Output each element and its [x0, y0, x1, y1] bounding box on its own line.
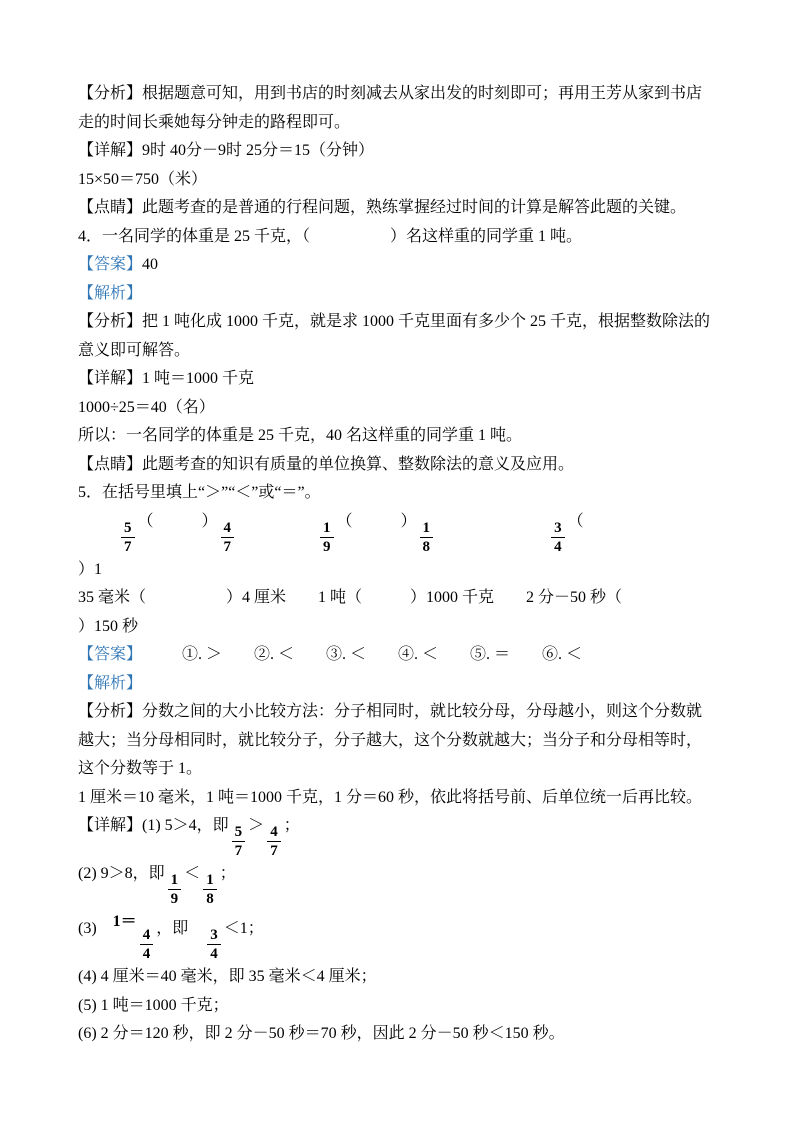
text-run: 40 [142, 256, 159, 273]
fraction [551, 519, 565, 556]
text-run: (6) 2 分＝120 秒，即 2 分－50 秒＝70 秒，因此 2 分－50 秒＜150 秒。 [78, 1025, 565, 1042]
text-run: 15×50＝750（米） [78, 170, 208, 188]
fraction-numerator: 4 [142, 927, 151, 943]
q4-detail-2 [78, 394, 714, 423]
q5-units-row [78, 584, 714, 613]
fraction-numerator: 4 [223, 519, 232, 536]
fraction-denominator: 8 [203, 889, 217, 908]
q4-analysis [78, 308, 714, 365]
text-run: ＜1； [223, 920, 264, 937]
fraction [207, 926, 221, 963]
fraction [121, 519, 135, 556]
text-run [237, 513, 317, 530]
fraction [168, 871, 182, 908]
text-run: 1 厘米＝10 毫米，1 吨＝1000 千克，1 分＝60 秒，依此将括号前、后单位统一后再比较。 [78, 788, 703, 806]
q5-detail-1 [78, 812, 714, 860]
text-run: (5) 1 吨＝1000 千克； [78, 996, 229, 1014]
q3-analysis [78, 80, 714, 137]
fraction-numerator: 1 [206, 872, 214, 888]
text-run: ； [283, 817, 300, 834]
text-run: 【详解】1 吨＝1000 千克 [78, 370, 255, 387]
fraction [221, 519, 235, 556]
q4-question [78, 223, 714, 252]
fraction-numerator: 1 [323, 519, 331, 536]
fraction [320, 519, 334, 556]
fraction-denominator: 7 [221, 537, 235, 556]
q5-detail-2 [78, 860, 714, 908]
text-run: ，即 [156, 920, 205, 937]
fraction-denominator: 7 [267, 841, 281, 860]
fraction [140, 926, 154, 963]
text-run: 【分析】分数之间的大小比较方法：分子相同时，就比较分母，分母越小，则这个分数就越大；当分母相同时，就比较分子，分子越大，这个分数就越大；当分子和分母相等时，这个分数等于 1。 [78, 703, 703, 777]
fraction-numerator: 3 [554, 519, 562, 536]
section-label: 【解析】 [78, 284, 143, 302]
q4-detail-3 [78, 422, 714, 451]
text-run: ； [219, 865, 236, 882]
q5-analysis-1 [78, 698, 714, 784]
q5-detail-3 [78, 908, 714, 963]
section-label: 【答案】 [78, 646, 135, 663]
text-run: （ [567, 512, 584, 530]
fraction-numerator: 1 [170, 872, 179, 888]
fraction-numerator: 3 [210, 927, 218, 943]
q3-detail-1 [78, 137, 714, 166]
q5-detail-4 [78, 963, 714, 992]
fraction [203, 871, 217, 908]
fraction-denominator: 4 [551, 537, 565, 556]
fraction-denominator: 8 [420, 537, 434, 556]
text-run: (2) 9＞8，即 [78, 865, 165, 882]
text-run: (3) [78, 920, 113, 937]
text-run: ①. ＞ ②. ＜ ③. ＜ ④. ＜ ⑤. ＝ ⑥. ＜ [134, 646, 583, 663]
text-run: ）150 秒 [78, 617, 139, 635]
q4-answer-line [78, 251, 714, 280]
text-run: 【分析】把 1 吨化成 1000 千克，就是求 1000 千克里面有多少个 25 千克，根据整数除法的意义即可解答。 [78, 313, 711, 359]
section-label: 【答案】 [78, 256, 143, 273]
text-run: 1000÷25＝40（名） [78, 398, 215, 416]
fraction [267, 823, 281, 860]
fraction-denominator: 9 [320, 537, 334, 556]
text-run [436, 513, 548, 530]
fraction-numerator: 5 [124, 519, 132, 536]
fraction-denominator: 7 [232, 841, 246, 860]
q4-jiexi-label [78, 280, 714, 309]
text-run: 35 毫米（ ）4 厘米 1 吨（ ）1000 千克 2 分－50 秒（ [78, 589, 623, 606]
fraction-denominator: 9 [168, 889, 182, 908]
fraction [420, 519, 434, 556]
text-run: 【点睛】此题考查的知识有质量的单位换算、整数除法的意义及应用。 [78, 455, 575, 473]
text-run: 【详解】(1) 5＞4，即 [78, 817, 229, 834]
q5-fraction-row-wrap [78, 556, 714, 585]
text-run: 1＝ [112, 913, 137, 930]
fraction-denominator: 4 [140, 944, 154, 963]
fraction-numerator: 4 [270, 824, 278, 840]
text-run: (4) 4 厘米＝40 毫米，即 35 毫米＜4 厘米； [78, 968, 377, 985]
q4-keypoint [78, 451, 714, 480]
q5-analysis-2 [78, 784, 714, 813]
q5-jiexi-label [78, 670, 714, 699]
fraction-denominator: 4 [207, 944, 221, 963]
q5-detail-5 [78, 992, 714, 1021]
q4-detail-1 [78, 365, 714, 394]
text-run: 5．在括号里填上“＞”“＜”或“＝”。 [78, 484, 321, 501]
text-run: 4．一名同学的体重是 25 千克，（ ）名这样重的同学重 1 吨。 [78, 227, 583, 245]
q5-units-row-wrap [78, 613, 714, 642]
q5-detail-6 [78, 1020, 714, 1049]
fraction-denominator: 7 [121, 537, 135, 556]
text-run: ＞ [248, 817, 265, 834]
text-run: （ ） [336, 512, 417, 530]
q5-question [78, 479, 714, 508]
q5-answer-line [78, 641, 714, 670]
text-run: 【详解】9时 40分－9时 25分＝15（分钟） [78, 142, 375, 159]
q3-detail-2 [78, 166, 714, 195]
text-run: 【分析】根据题意可知，用到书店的时刻减去从家出发的时刻即可；再用王芳从家到书店走的时间长乘她每分钟走的路程即可。 [78, 85, 703, 131]
text-run: 所以：一名同学的体重是 25 千克，40 名这样重的同学重 1 吨。 [78, 427, 523, 444]
text-run: （ ） [137, 512, 218, 530]
q3-keypoint [78, 194, 714, 223]
section-label: 【解析】 [78, 674, 143, 692]
fraction-numerator: 5 [234, 824, 243, 840]
document-content [78, 80, 714, 1049]
fraction-numerator: 1 [422, 519, 431, 536]
fraction [232, 823, 246, 860]
text-run: ）1 [78, 560, 103, 578]
q5-fraction-row [78, 508, 714, 556]
text-run: ＜ [184, 865, 201, 882]
text-run: 【点睛】此题考查的是普通的行程问题，熟练掌握经过时间的计算是解答此题的关键。 [78, 199, 687, 216]
